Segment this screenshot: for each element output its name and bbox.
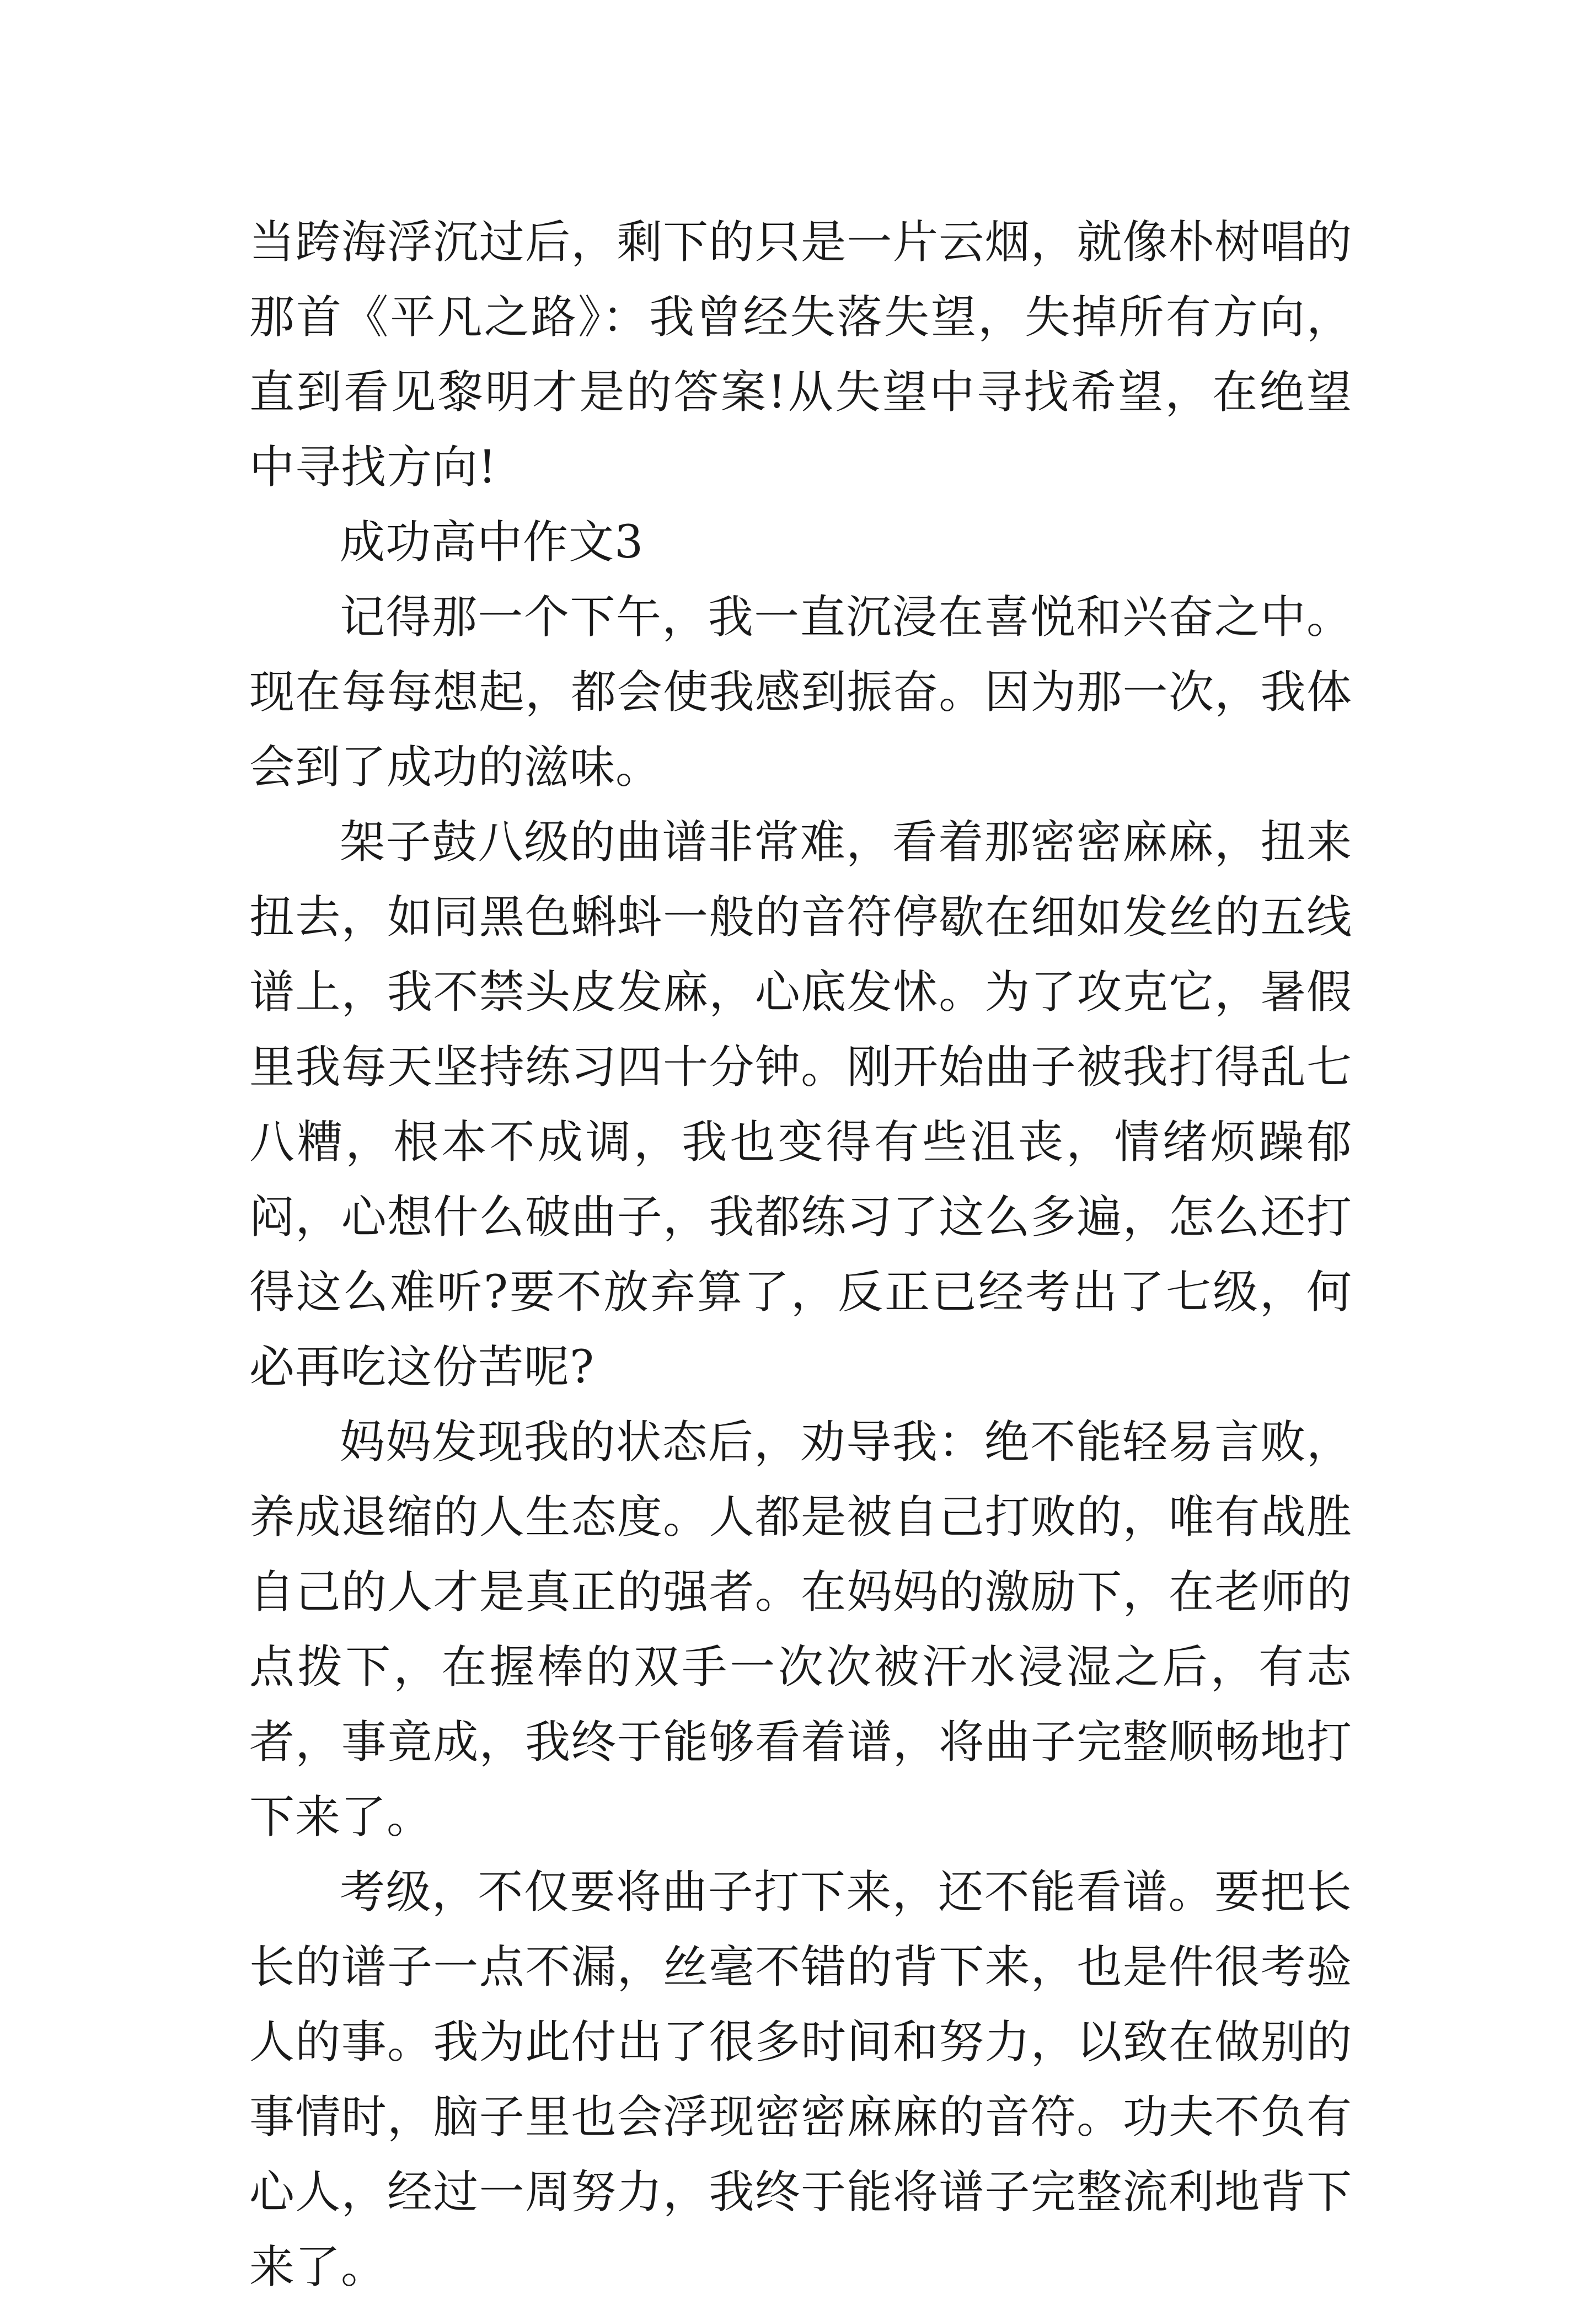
paragraph-2: 架子鼓八级的曲谱非常难，看着那密密麻麻，扭来扭去，如同黑色蝌蚪一般的音符停歇在细如发丝的五线谱上，我不禁头皮发麻，心底发怵。为了攻克它，暑假里我每天坚持练习四十分钟。刚开始曲子被我打得乱七八糟，根本不成调，我也变得有些沮丧，情绪烦躁郁闷，心想什么破曲子，我都练习了这么多遍，怎么还打得这么难听?要不放弃算了，反正已经考出了七级，何必再吃这份苦呢? [249,816,1352,1393]
paragraph-3: 妈妈发现我的状态后，劝导我：绝不能轻易言败，养成退缩的人生态度。人都是被自己打败的，唯有战胜自己的人才是真正的强者。在妈妈的激励下，在老师的点拨下，在握棒的双手一次次被汗水浸湿之后，有志者，事竟成，我终于能够看着谱，将曲子完整顺畅地打下来了。 [249,1416,1352,1843]
paragraph-4: 考级，不仅要将曲子打下来，还不能看谱。要把长长的谱子一点不漏，丝毫不错的背下来，也是件很考验人的事。我为此付出了很多时间和努力，以致在做别的事情时，脑子里也会浮现密密麻麻的音符。功夫不负有心人，经过一周努力，我终于能将谱子完整流利地背下来了。 [249,1866,1352,2293]
document-body [249,205,1352,2305]
paragraph-intro: 当跨海浮沉过后，剩下的只是一片云烟，就像朴树唱的那首《平凡之路》：我曾经失落失望，失掉所有方向，直到看见黎明才是的答案!从失望中寻找希望，在绝望中寻找方向! [249,216,1352,494]
paragraph-1: 记得那一个下午，我一直沉浸在喜悦和兴奋之中。现在每每想起，都会使我感到振奋。因为那一次，我体会到了成功的滋味。 [249,591,1352,794]
section-heading: 成功高中作文3 [340,516,644,569]
